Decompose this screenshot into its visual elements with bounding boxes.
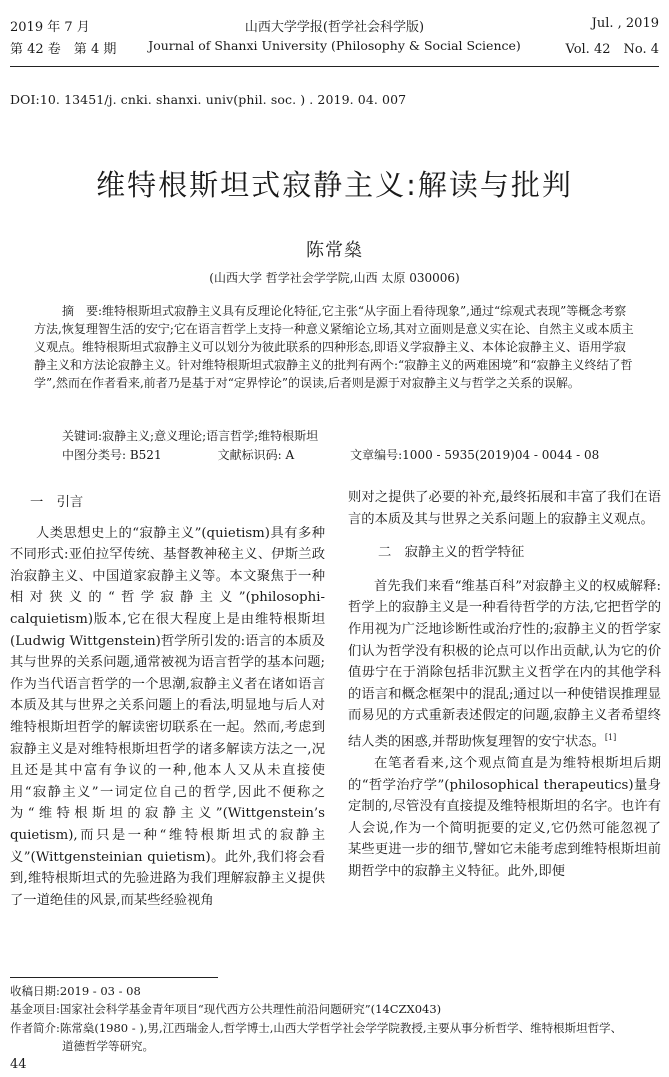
author-bio-text: 作者简介:陈常燊(1980 - ),男,江西瑞金人,哲学博士,山西大学哲学社会学学院教授,主要从事分析哲学、维特根斯坦哲学、 [10, 1021, 623, 1035]
footnote-author-bio [10, 1019, 660, 1055]
issue-volume-cn: 第 42 卷 第 4 期 [10, 42, 117, 57]
journal-name-en: Journal of Shanxi University (Philosophy & Social Science) [148, 38, 521, 53]
citation-ref: [1] [604, 732, 617, 742]
issue-volume-en: Vol. 42 No. 4 [565, 42, 659, 57]
classification-line [62, 446, 599, 463]
abstract-label: 摘 要: [62, 304, 103, 318]
footnote-received: 收稿日期:2019 - 03 - 08 [10, 984, 141, 998]
header-rule [10, 66, 659, 67]
footnote-fund: 基金项目:国家社会科学基金青年项目“现代西方公共理性前沿问题研究”(14CZX043) [10, 1002, 442, 1016]
intro-paragraph: 人类思想史上的“寂静主义”(quietism)具有多种不同形式:亚伯拉罕传统、基督教神秘主义、伊斯兰政治寂静主义、中国道家寂静主义等。本文聚焦于一种相对狭义的“哲学寂静主义”(philosophi-calquietism)版本,它在很大程度上是由维特根斯坦(Ludwig Wittgenstein)哲学所引发的:语言的本质及其与世界的关系问题,通常被视为语言哲学的基本问题;作为当代语言哲学的一个思潮,寂静主义者在诸如语言本质及其与世界之关系问题上的看法,明显地与后人对维特根斯坦哲学的解读密切联系在一起。然而,考虑到寂静主义是对维特根斯坦哲学的诸多解读方法之一,况且还是其中富有争议的一种,他本人又从未直接使用“寂静主义”一词定位自己的哲学,因此不便称之为“维特根斯坦的寂静主义”(Wittgenstein’s quietism),而只是一种“维特根斯坦式的寂静主义”(Wittgensteinian quietism)。此外,我们将会看到,维特根斯坦式的先验进路为我们理解寂静主义提供了一道绝佳的风景,而某些经验视角 [10, 525, 325, 908]
features-paragraph-2: 在笔者看来,这个观点简直是为维特根斯坦后期的“哲学治疗学”(philosophical therapeutics)量身定制的,尽管没有直接提及维特根斯坦的名字。也许有人会说,作为一个简明扼要的定义,它仍然可能忽视了某些更进一步的细节,譬如它未能考虑到维特根斯坦前期哲学中的寂静主义特征。此外,即便 [348, 755, 661, 879]
author-name: 陈常燊 [306, 240, 363, 261]
author-bio-continued: 道德哲学等研究。 [62, 1039, 154, 1053]
issue-date-en: Jul. , 2019 [591, 16, 659, 31]
article-title: 维特根斯坦式寂静主义:解读与批判 [96, 168, 573, 202]
features-paragraph-1 [348, 576, 661, 753]
article-number: 文章编号:1000 - 5935(2019)04 - 0044 - 08 [350, 448, 600, 462]
issue-date-cn: 2019 年 7 月 [10, 20, 90, 35]
abstract [34, 302, 637, 392]
features-paragraph-1-text: 首先我们来看“维基百科”对寂静主义的权威解释:哲学上的寂静主义是一种看待哲学的方法,它把哲学的作用视为广泛地诊断性或治疗性的;寂静主义的哲学家们认为哲学没有积极的论点可以作出贡献,认为它的价值毋宁在于消除包括非沉默主义哲学在内的其他学科的语言和概念框架中的混乱;通过以一种使错误推理显而易见的方式重新表述假定的问题,寂静主义者希望终结人类的困惑,并帮助恢复理智的安宁状态。 [348, 578, 661, 750]
section-heading-intro: 一 引言 [30, 495, 84, 510]
document-code: 文献标识码: A [217, 448, 295, 462]
journal-name-cn: 山西大学学报(哲学社会科学版) [244, 20, 425, 35]
doi: DOI:10. 13451/j. cnki. shanxi. univ(phil. soc. ) . 2019. 04. 007 [10, 92, 407, 107]
abstract-text: 维特根斯坦式寂静主义具有反理论化特征,它主张“从字面上看待现象”,通过“综观式表现”等概念考察方法,恢复理智生活的安宁;它在语言哲学上支持一种意义紧缩论立场,其对立面则是意义实在论、自然主义或本质主义观点。维特根斯坦式寂静主义可以划分为彼此联系的四种形态,即语义学寂静主义、本体论寂静主义、语用学寂静主义和方法论寂静主义。针对维特根斯坦式寂静主义的批判有两个:“寂静主义的两难困境”和“寂静主义终结了哲学”,然而在作者看来,前者乃是基于对“定界悖论”的误读,后者则是源于对寂静主义与哲学之关系的误解。 [34, 304, 634, 391]
body-column-right [348, 487, 661, 883]
page-number: 44 [10, 1057, 27, 1072]
author-affiliation: (山西大学 哲学社会学学院,山西 太原 030006) [209, 271, 460, 285]
keywords: 关键词:寂静主义;意义理论;语言哲学;维特根斯坦 [62, 429, 319, 443]
section-heading-features: 二 寂静主义的哲学特征 [378, 545, 525, 561]
body-column-left [10, 492, 325, 911]
footnote-rule [10, 977, 218, 978]
intro-paragraph-continued: 则对之提供了必要的补充,最终拓展和丰富了我们在语言的本质及其与世界之关系问题上的寂静主义观点。 [348, 490, 661, 527]
running-header [10, 10, 659, 56]
clc-number: 中图分类号: B521 [62, 448, 162, 462]
